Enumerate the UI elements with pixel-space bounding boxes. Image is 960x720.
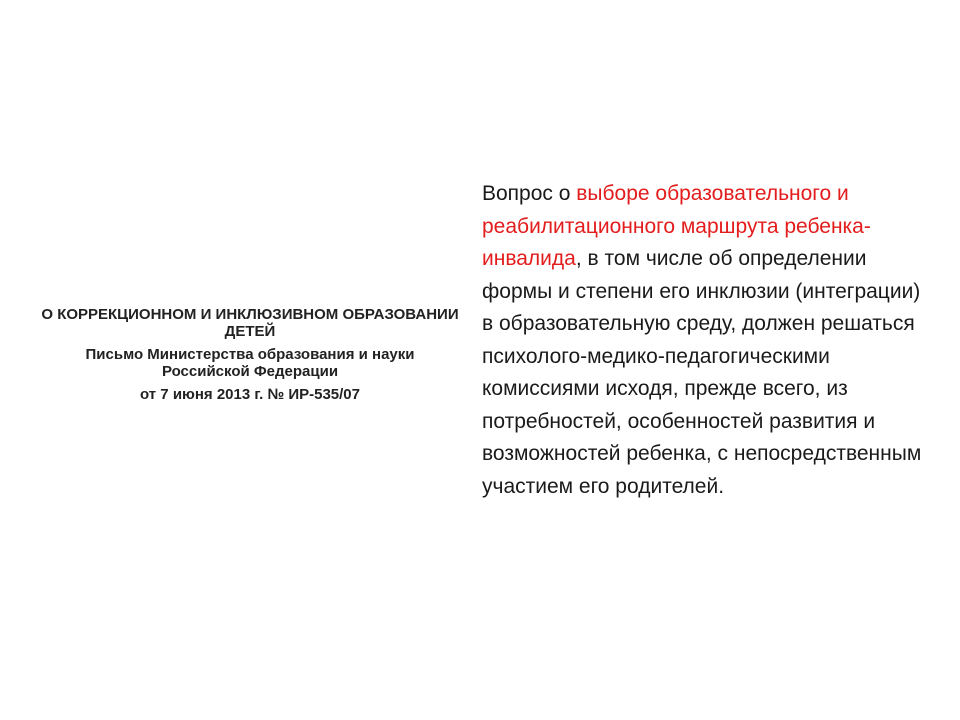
paragraph-highlight: выборе образовательного и реабилитационного маршрута ребенка-инвалида [482,182,871,270]
main-paragraph [482,178,922,503]
document-reference [40,306,460,409]
paragraph-rest: , в том числе об определении формы и степени его инклюзии (интеграции) в образовательную среду, должен решаться психолого-медико-педагогическими комиссиями исходя, прежде всего, из потребностей, особенностей развития и возможностей ребенка, с непосредственным участием его родителей. [482,247,922,498]
document-title: О КОРРЕКЦИОННОМ И ИНКЛЮЗИВНОМ ОБРАЗОВАНИИ ДЕТЕЙ [41,306,459,340]
document-letter: Письмо Министерства образования и науки Российской Федерации [85,346,415,380]
document-date: от 7 июня 2013 г. № ИР-535/07 [140,386,360,403]
paragraph-intro: Вопрос о [482,182,577,205]
